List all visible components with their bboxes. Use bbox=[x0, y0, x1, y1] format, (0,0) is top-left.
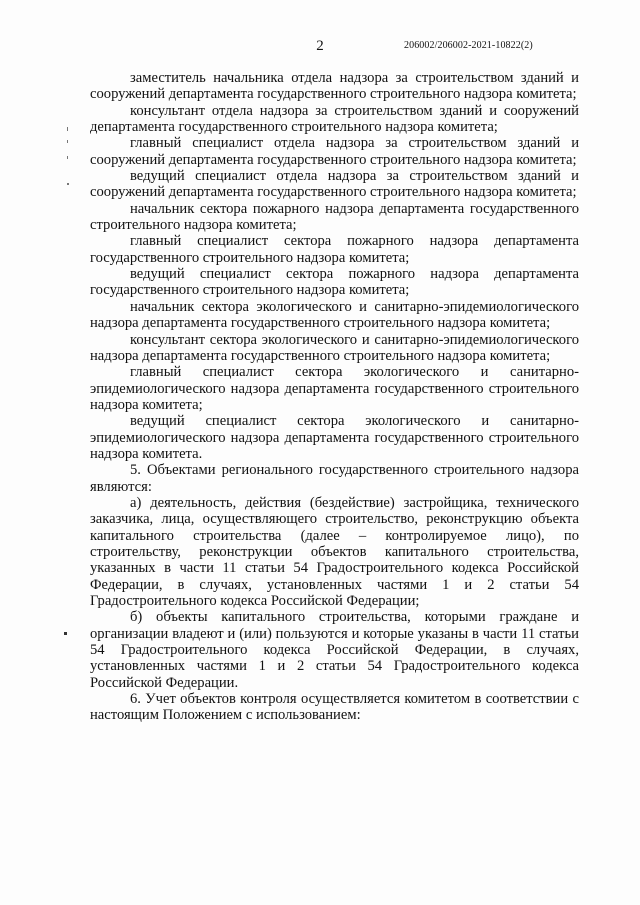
paragraph: начальник сектора экологического и санитарно-эпидемиологического надзора департамента государственного строительного надзора комитета; bbox=[90, 298, 579, 332]
paragraph: начальник сектора пожарного надзора департамента государственного строительного надзора комитета; bbox=[90, 200, 579, 234]
paragraph: б) объекты капитального строительства, которыми граждане и организации владеют и (или) пользуются и которые указаны в части 11 статьи 54 Градостроительного кодекса Российской Федерации, в случаях, установленных частями 1 и 2 статьи 54 Градостроительного кодекса Российской Федерации. bbox=[90, 609, 579, 691]
scan-speck bbox=[67, 140, 68, 143]
paragraph: 6. Учет объектов контроля осуществляется комитетом в соответствии с настоящим Положением с использованием: bbox=[90, 691, 579, 724]
paragraph: 5. Объектами регионального государственного строительного надзора являются: bbox=[90, 462, 579, 495]
scan-speck bbox=[67, 183, 69, 185]
paragraph: консультант сектора экологического и санитарно-эпидемиологического надзора департамента государственного строительного надзора комитета; bbox=[90, 331, 579, 364]
paragraph: консультант отдела надзора за строительством зданий и сооружений департамента государственного строительного надзора комитета; bbox=[90, 102, 579, 136]
page-number: 2 bbox=[316, 38, 324, 54]
paragraph: заместитель начальника отдела надзора за строительством зданий и сооружений департамента государственного строительного надзора комитета; bbox=[90, 70, 579, 103]
scan-speck bbox=[67, 127, 68, 131]
paragraph: ведущий специалист сектора пожарного надзора департамента государственного строительного надзора комитета; bbox=[90, 266, 579, 299]
document-body bbox=[90, 70, 579, 724]
scan-speck bbox=[67, 156, 68, 159]
document-code: 206002/206002-2021-10822(2) bbox=[404, 40, 533, 51]
paragraph: ведущий специалист сектора экологического и санитарно-эпидемиологического надзора департамента государственного строительного надзора комитета. bbox=[90, 413, 579, 462]
paragraph: а) деятельность, действия (бездействие) застройщика, технического заказчика, лица, осуществляющего строительство, реконструкцию объекта капитального строительства (далее – контролируемое лицо), по строительству, реконструкции объектов капитального строительства, указанных в части 11 статьи 54 Градостроительного кодекса Российской Федерации, в случаях, установленных частями 1 и 2 статьи 54 Градостроительного кодекса Российской Федерации; bbox=[90, 494, 579, 609]
paragraph: главный специалист сектора экологического и санитарно-эпидемиологического надзора департамента государственного строительного надзора комитета; bbox=[90, 364, 579, 413]
paragraph: главный специалист отдела надзора за строительством зданий и сооружений департамента государственного строительного надзора комитета; bbox=[90, 135, 579, 168]
paragraph: ведущий специалист отдела надзора за строительством зданий и сооружений департамента государственного строительного надзора комитета; bbox=[90, 168, 579, 201]
scan-speck bbox=[64, 632, 67, 635]
paragraph: главный специалист сектора пожарного надзора департамента государственного строительного надзора комитета; bbox=[90, 233, 579, 266]
